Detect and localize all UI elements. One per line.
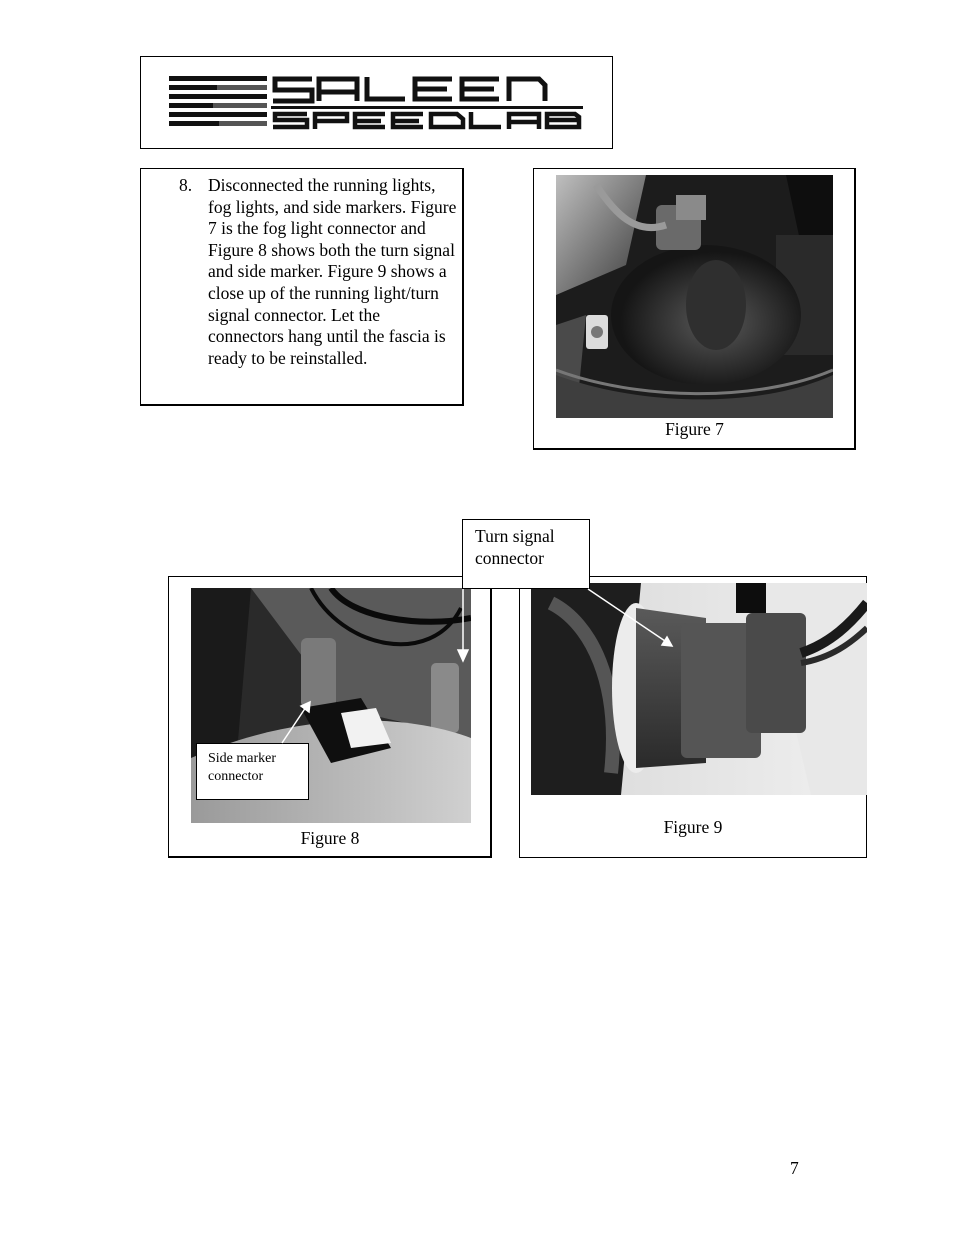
figure-9-box	[519, 576, 867, 858]
figure-7-photo	[556, 175, 833, 418]
figure-8-box	[168, 576, 492, 858]
figure-7-caption: Figure 7	[665, 419, 724, 439]
figure-8-caption: Figure 8	[300, 828, 360, 848]
step-text: Disconnected the running lights, fog lights, and side markers. Figure 7 is the fog light connector and Figure 8 shows both the turn signal and side marker. Figure 9 shows a close up of the running light/turn signal connector. Let the connectors hang until the fascia is ready to be reinstalled.	[208, 175, 457, 368]
logo-box	[140, 56, 613, 149]
figure-9-photo	[531, 583, 867, 795]
side-marker-callout: Side marker connector	[196, 743, 309, 800]
instruction-box	[140, 168, 464, 406]
step-number: 8.	[179, 175, 193, 195]
figure-9-caption: Figure 9	[663, 817, 723, 837]
figure-7-box	[533, 168, 856, 450]
page-number: 7	[790, 1158, 799, 1178]
saleen-speedlab-logo	[167, 73, 587, 133]
turn-signal-callout: Turn signal connector	[462, 519, 590, 589]
